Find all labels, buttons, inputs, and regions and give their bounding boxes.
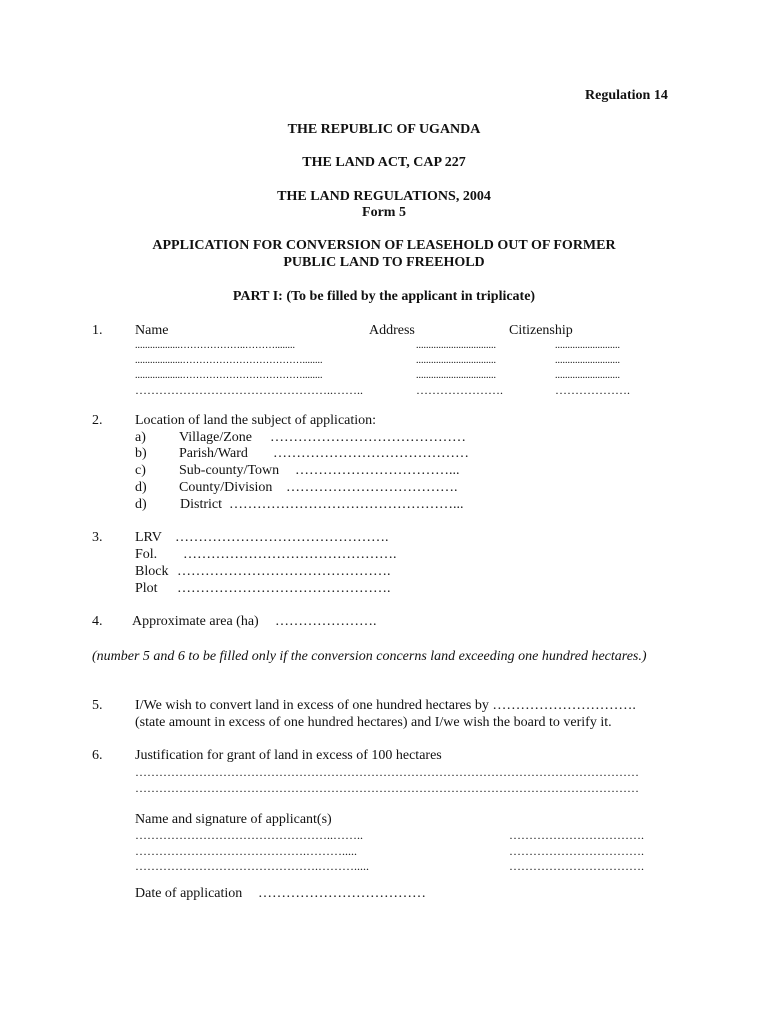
regulation-label: Regulation 14 <box>585 88 668 103</box>
applicant-signature-field-1[interactable]: …………………………………………..…….. <box>135 828 363 842</box>
conversion-note: (number 5 and 6 to be filled only if the conversion concerns land exceeding one hundred hectares.) <box>92 649 647 664</box>
application-title-line1: APPLICATION FOR CONVERSION OF LEASEHOLD OUT OF FORMER <box>152 238 616 253</box>
name-column-header: Name <box>135 323 169 338</box>
applicant-signature-right-3[interactable]: ……………………………. <box>509 859 644 873</box>
subcounty-town-label: Sub-county/Town <box>179 463 280 478</box>
county-division-label: County/Division <box>179 480 273 495</box>
approximate-area-label: Approximate area (ha) <box>132 614 259 629</box>
folio-field[interactable]: ………………………………………. <box>183 547 397 562</box>
item-1-number: 1. <box>92 323 103 338</box>
applicant-address-field-4[interactable]: …………………. <box>416 383 503 397</box>
item-2-number: 2. <box>92 413 103 428</box>
item-6-number: 6. <box>92 748 103 763</box>
applicant-signature-right-1[interactable]: ……………………………. <box>509 828 644 842</box>
act-title: THE LAND ACT, CAP 227 <box>302 155 466 170</box>
plot-field[interactable]: ………………………………………. <box>177 581 391 596</box>
part-heading <box>0 290 768 304</box>
applicant-name-field-2[interactable]: ...................………………………………........ <box>135 355 323 366</box>
subcounty-town-field[interactable]: ……………………………... <box>295 463 460 478</box>
location-letter-a: a) <box>135 430 146 445</box>
applicant-address-field-2[interactable]: ................................ <box>416 355 496 366</box>
location-letter-b: b) <box>135 446 147 461</box>
application-title-line2: PUBLIC LAND TO FREEHOLD <box>283 255 485 270</box>
form-number: Form 5 <box>362 205 406 220</box>
district-field[interactable]: …………………………………………... <box>229 497 464 512</box>
date-of-application-field[interactable]: ……………………………… <box>258 886 426 901</box>
excess-conversion-instruction: (state amount in excess of one hundred hectares) and I/we wish the board to verify it. <box>135 715 612 730</box>
plot-label: Plot <box>135 581 158 596</box>
applicant-citizenship-field-4[interactable]: ………………. <box>555 383 630 397</box>
item-4-number: 4. <box>92 614 103 629</box>
lrv-label: LRV <box>135 530 162 545</box>
village-zone-field[interactable]: …………………………………… <box>270 430 466 445</box>
location-letter-d-district: d) <box>135 497 147 512</box>
justification-field-line-1[interactable]: ……………………………………………………………………………………………………………… <box>135 765 639 779</box>
applicant-name-field-4[interactable]: …………………………………………..…….. <box>135 383 363 397</box>
district-label: District <box>180 497 222 512</box>
applicant-citizenship-field-2[interactable]: .......................... <box>555 355 620 366</box>
item-5-number: 5. <box>92 698 103 713</box>
address-column-header: Address <box>369 323 415 338</box>
date-of-application-label: Date of application <box>135 886 243 901</box>
location-letter-d: d) <box>135 480 147 495</box>
applicant-name-field-1[interactable]: ..................………………..………........ <box>135 340 295 351</box>
block-label: Block <box>135 564 169 579</box>
folio-label: Fol. <box>135 547 158 562</box>
approximate-area-field[interactable]: …………………. <box>275 614 377 629</box>
applicant-citizenship-field-3[interactable]: .......................... <box>555 370 620 381</box>
part-label: PART I: <box>232 289 283 304</box>
part-instruction: (To be filled by the applicant in triplicate) <box>286 289 536 304</box>
parish-ward-field[interactable]: …………………………………… <box>273 446 469 461</box>
lrv-field[interactable]: ………………………………………. <box>175 530 389 545</box>
location-heading: Location of land the subject of application: <box>135 413 377 428</box>
regulations-title: THE LAND REGULATIONS, 2004 <box>277 189 491 204</box>
citizenship-column-header: Citizenship <box>509 323 573 338</box>
parish-ward-label: Parish/Ward <box>179 446 248 461</box>
applicant-citizenship-field-1[interactable]: .......................... <box>555 340 620 351</box>
applicant-name-field-3[interactable]: ...................………………………………........ <box>135 370 323 381</box>
item-3-number: 3. <box>92 530 103 545</box>
applicant-address-field-1[interactable]: ................................ <box>416 340 496 351</box>
block-field[interactable]: ………………………………………. <box>177 564 391 579</box>
applicant-signature-field-2[interactable]: …………………………………….………..... <box>135 844 357 858</box>
location-letter-c: c) <box>135 463 146 478</box>
applicant-signature-right-2[interactable]: ……………………………. <box>509 844 644 858</box>
applicant-address-field-3[interactable]: ................................ <box>416 370 496 381</box>
excess-conversion-statement: I/We wish to convert land in excess of one hundred hectares by …………………………. <box>135 698 636 713</box>
applicant-signature-field-3[interactable]: ……………………………………….………..... <box>135 859 369 873</box>
county-division-field[interactable]: ………………………………. <box>286 480 458 495</box>
justification-label: Justification for grant of land in excess of 100 hectares <box>135 748 442 763</box>
justification-field-line-2[interactable]: ……………………………………………………………………………………………………………… <box>135 781 639 795</box>
republic-title: THE REPUBLIC OF UGANDA <box>287 122 481 137</box>
signature-label: Name and signature of applicant(s) <box>135 812 332 827</box>
village-zone-label: Village/Zone <box>179 430 253 445</box>
